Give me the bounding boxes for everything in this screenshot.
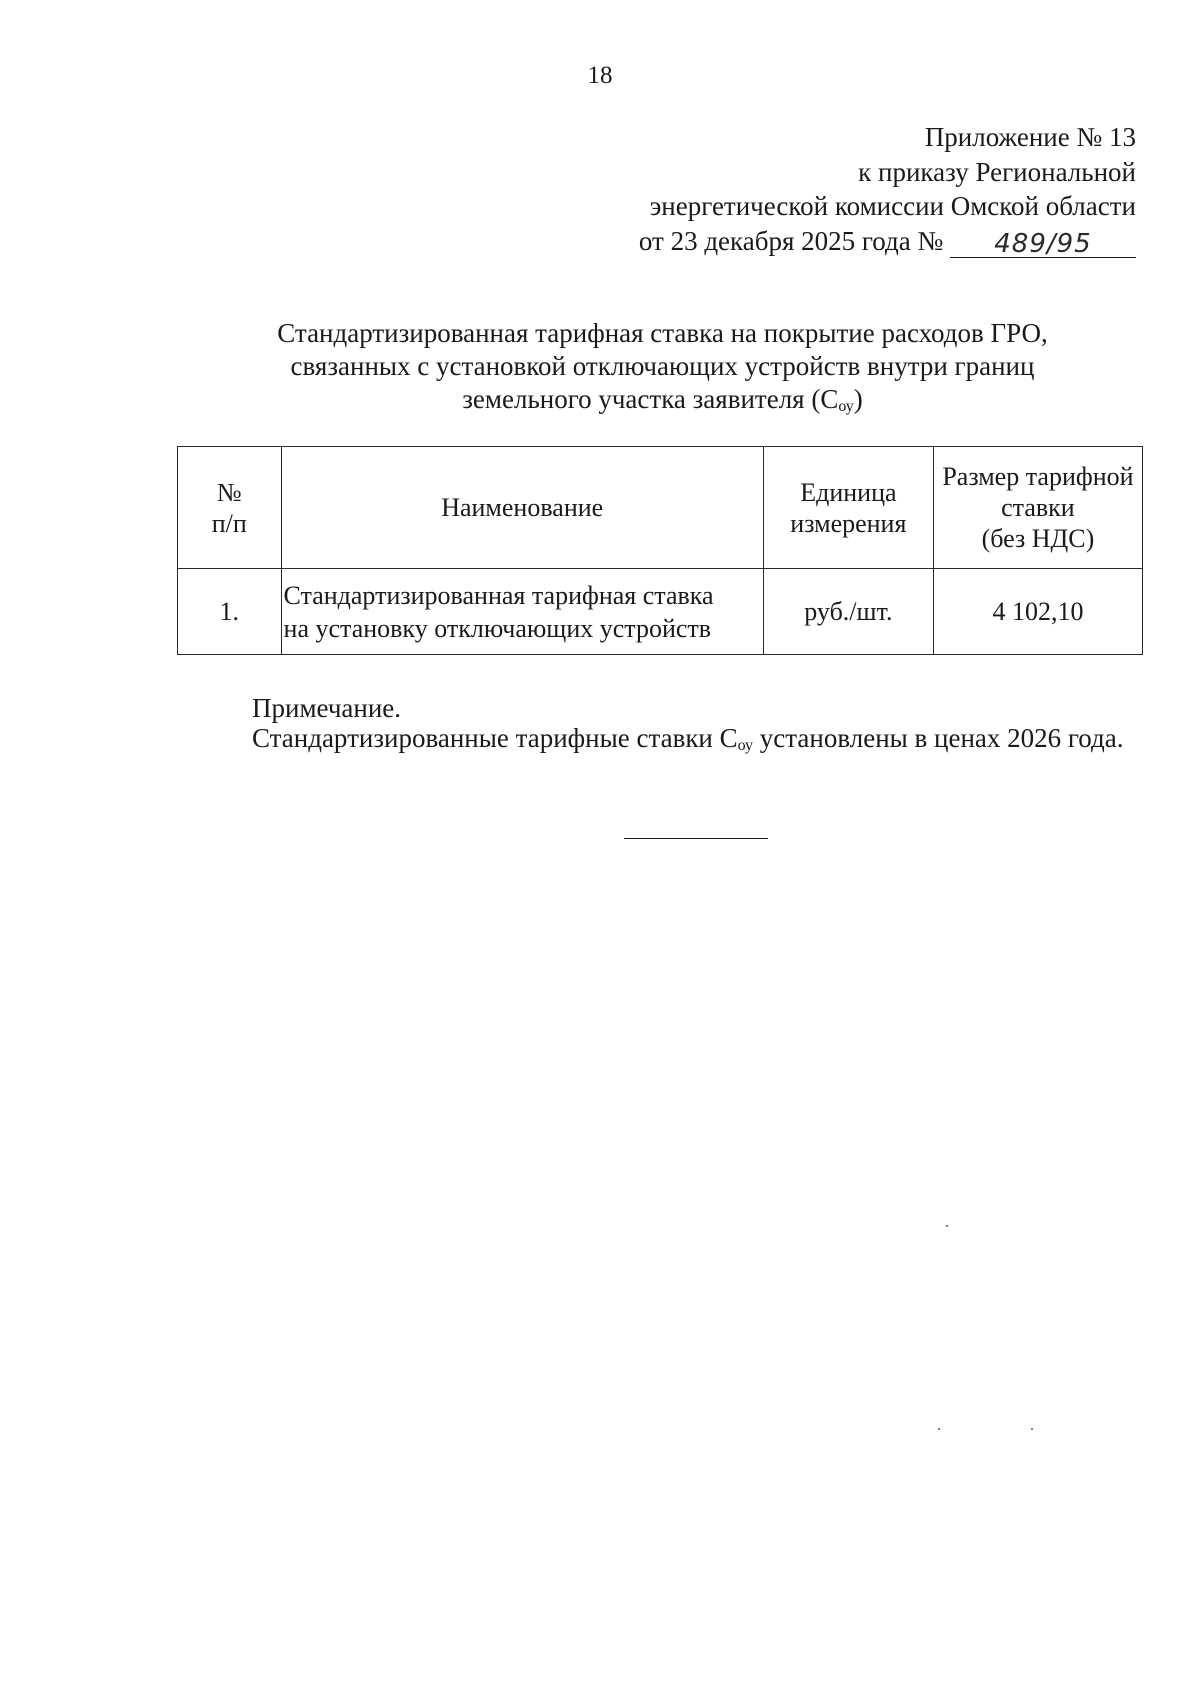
table-header-row <box>178 447 1143 569</box>
note-subscript: оу <box>737 737 754 754</box>
appendix-order-ref: к приказу Региональной <box>858 156 1136 187</box>
scan-speck <box>1031 1428 1033 1430</box>
scan-speck <box>946 1225 948 1227</box>
title-line-2: связанных с установкой отключающих устройств внутри границ <box>290 351 1035 381</box>
title-subscript: оу <box>838 398 854 415</box>
header-name: Наименование <box>281 447 763 569</box>
closing-divider <box>624 838 768 839</box>
table-row <box>178 569 1143 655</box>
tariff-table <box>177 446 1143 655</box>
header-unit: Единица измерения <box>763 447 933 569</box>
header-number: № п/п <box>178 447 282 569</box>
title-line-1: Стандартизированная тарифная ставка на покрытие расходов ГРО, <box>277 318 1048 348</box>
appendix-header <box>639 120 1136 258</box>
appendix-commission: энергетической комиссии Омской области <box>649 191 1136 221</box>
handwritten-order-number: 489/95 <box>950 231 1136 258</box>
cell-rate: 4 102,10 <box>933 569 1142 655</box>
document-title <box>200 317 1125 423</box>
title-line-3: земельного участка заявителя $(С_{оу})$ <box>462 384 863 415</box>
appendix-date-line <box>639 224 1136 259</box>
note-text: Стандартизированные тарифные ставки $С_{оу}$ установлены в ценах 2026 года. <box>252 723 1124 754</box>
note-label: Примечание. <box>252 693 402 723</box>
page-number: 18 <box>587 62 613 89</box>
cell-name: Стандартизированная тарифная ставка на установку отключающих устройств <box>281 569 763 655</box>
scan-speck <box>938 1428 940 1430</box>
appendix-title: Приложение № 13 <box>924 122 1136 152</box>
appendix-date: от 23 декабря 2025 года № <box>638 225 944 256</box>
header-rate: Размер тарифной ставки (без НДС) <box>933 447 1142 569</box>
cell-unit: руб./шт. <box>763 569 933 655</box>
cell-number: 1. <box>178 569 282 655</box>
